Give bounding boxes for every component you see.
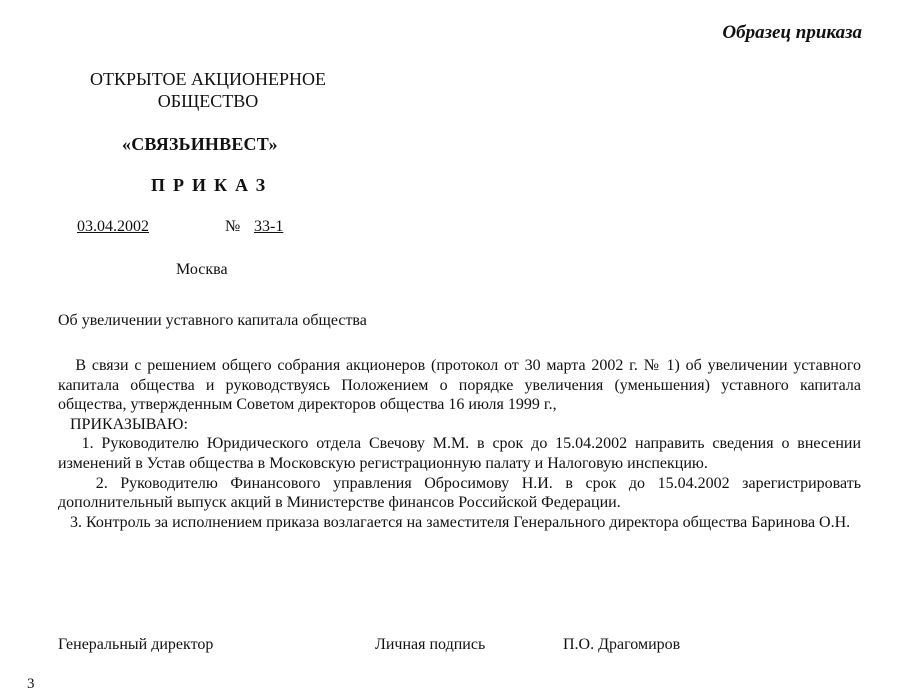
document-type: ПРИКАЗ [151,175,274,195]
organization-line-2: ОБЩЕСТВО [157,91,259,111]
item-1-text: 1. Руководителю Юридического отдела Свечову М.М. в срок до 15.04.2002 направить сведения о внесении изменений в Устав общества в Московскую регистрационную палату и Налоговую инспекцию. [58,435,862,472]
organization-name [60,68,356,112]
signatory-name: П.О. Драгомиров [563,636,681,653]
intro-paragraph [58,356,861,415]
order-date: 03.04.2002 [77,218,149,235]
order-body [58,356,861,532]
item-2-text: 2. Руководителю Финансового управления Обросимову Н.И. в срок до 15.04.2002 зарегистрировать дополнительный выпуск акций в Министерстве финансов Российской Федерации. [58,474,861,512]
signature-mark: Личная подпись [375,636,486,653]
order-number: 33-1 [254,218,284,235]
sample-label: Образец приказа [722,22,862,43]
company-name: «СВЯЗЬИНВЕСТ» [122,134,278,154]
signatory-title: Генеральный директор [58,636,214,653]
order-subject: Об увеличении уставного капитала общества [58,312,367,329]
directive-paragraph [58,415,861,435]
page-number: 3 [27,676,35,692]
item-1 [58,434,861,473]
item-3 [58,513,861,533]
directive-text: ПРИКАЗЫВАЮ: [70,415,188,433]
order-number-label: № [225,218,241,235]
organization-line-1: ОТКРЫТОЕ АКЦИОНЕРНОЕ [90,69,326,89]
item-2 [58,474,861,513]
intro-text: В связи с решением общего собрания акционеров (протокол от 30 марта 2002 г. № 1) об увеличении уставного капитала общества и руководствуясь Положением о порядке увеличения (уменьшения) уставного капитала общества, утвержденным Советом директоров общества 16 июля 1999 г., [58,357,862,414]
city: Москва [176,261,228,278]
item-3-text: 3. Контроль за исполнением приказа возлагается на заместителя Генерального директора общества Баринова О.Н. [70,513,851,531]
